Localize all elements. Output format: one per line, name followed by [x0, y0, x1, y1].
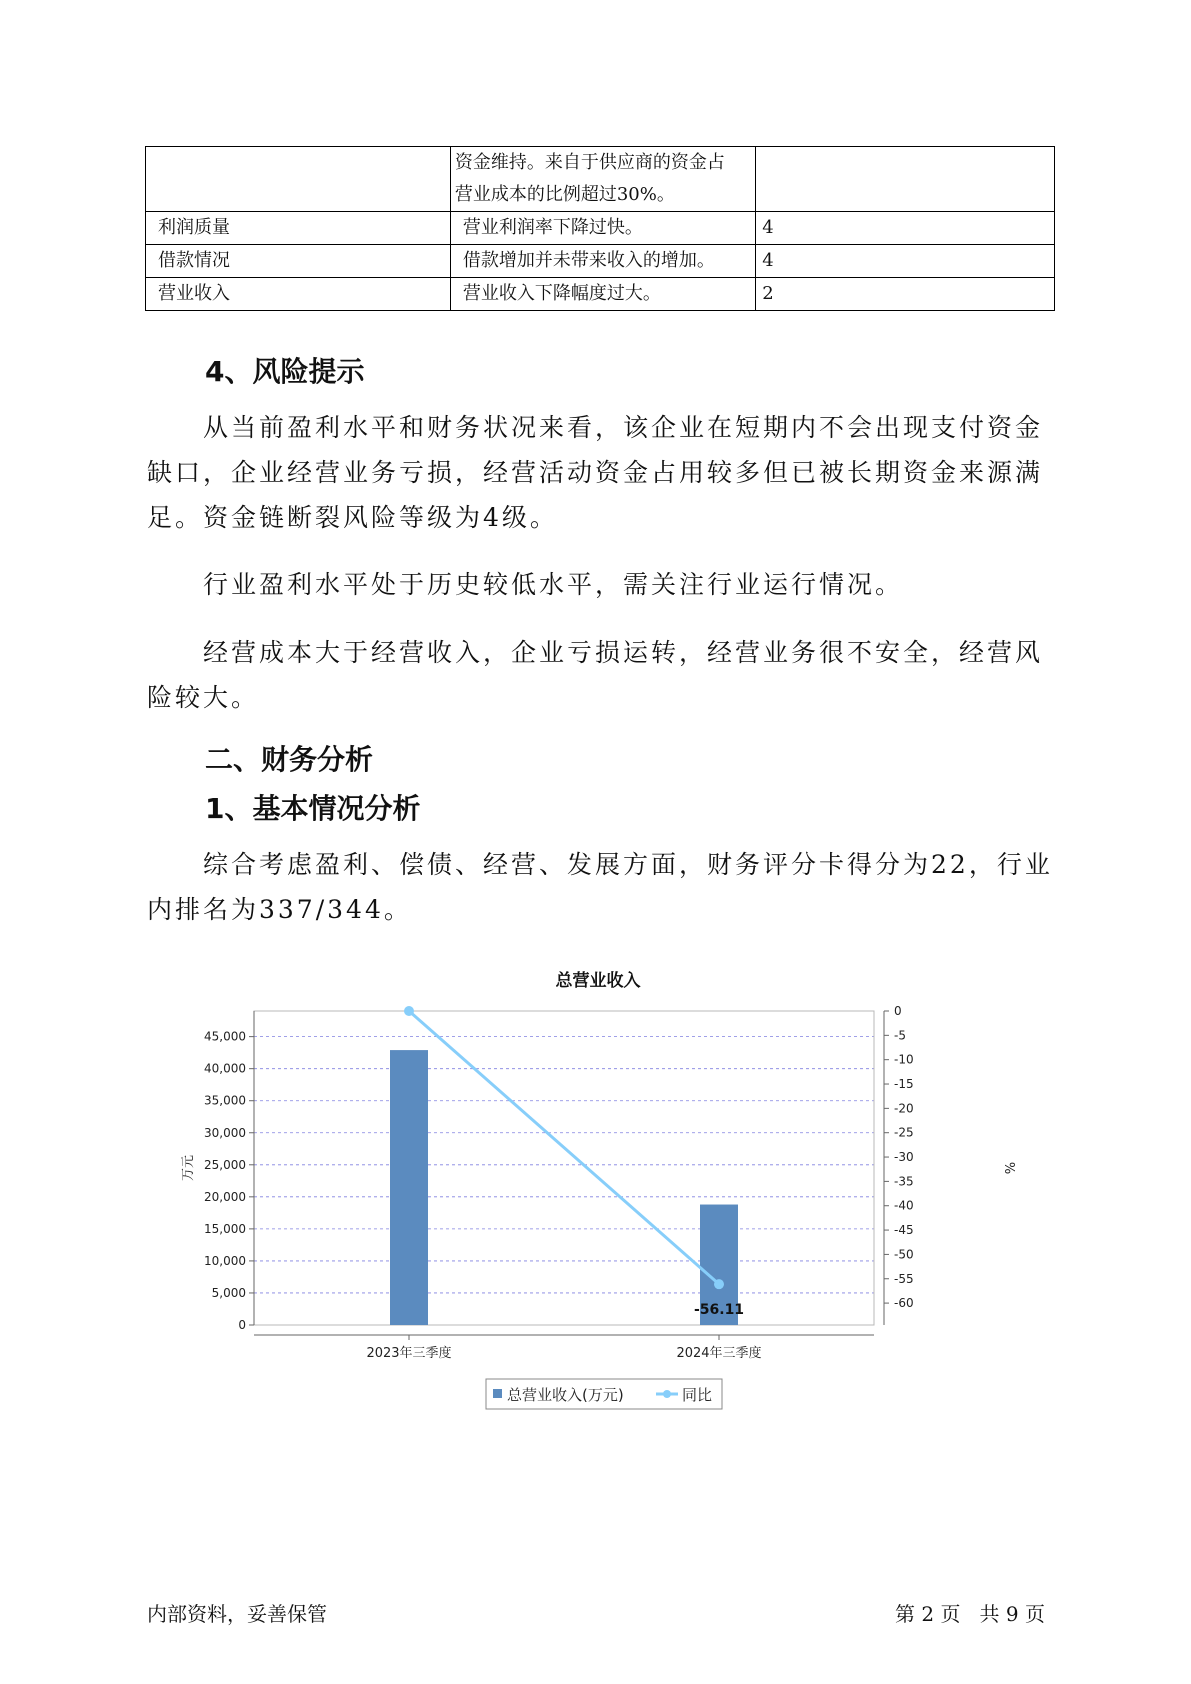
table-cell-desc: [450, 147, 755, 212]
table-cell-level: 2: [756, 278, 1055, 311]
table-row: [146, 245, 1055, 278]
plot-area: [254, 1011, 874, 1325]
x-tick-label: 2024年三季度: [676, 1346, 762, 1361]
y2-axis-label: %: [1001, 1161, 1016, 1175]
legend-label-revenue: 总营业收入(万元): [507, 1386, 624, 1404]
yoy-line: [409, 1011, 719, 1284]
y-tick-label: 25,000: [204, 1157, 246, 1172]
footer-confidential: 内部资料，妥善保管: [147, 1602, 327, 1626]
finance-paragraph: 综合考虑盈利、偿债、经营、发展方面，财务评分卡得分为22，行业内排名为337/344。: [147, 850, 1053, 924]
bar: [390, 1050, 428, 1325]
y2-tick-label: -10: [894, 1052, 914, 1067]
y-axis-label: 万元: [181, 1154, 196, 1182]
risk-paragraph-3: 经营成本大于经营收入，企业亏损运转，经营业务很不安全，经营风险较大。: [147, 638, 1044, 712]
y2-tick-label: -40: [894, 1198, 914, 1213]
legend-swatch-revenue: [493, 1389, 502, 1398]
legend-marker-yoy: [663, 1390, 671, 1398]
table-cell-item: [146, 147, 451, 212]
section-heading-risk: 4、风险提示: [205, 355, 365, 388]
y2-tick-label: -20: [894, 1101, 914, 1116]
table-cell-level: 4: [756, 245, 1055, 278]
table-cell-level: 4: [756, 212, 1055, 245]
revenue-chart: [170, 955, 1050, 1425]
chart-title: 总营业收入: [555, 971, 641, 991]
table-row: [146, 147, 1055, 212]
y2-tick-label: -50: [894, 1247, 914, 1262]
y-tick-label: 20,000: [204, 1189, 246, 1204]
table-cell-item: 借款情况: [146, 245, 451, 278]
y2-tick-label: -25: [894, 1125, 914, 1140]
y2-tick-label: -30: [894, 1150, 914, 1165]
table-cell-desc: 营业利润率下降过快。: [450, 212, 755, 245]
data-label: -56.11: [693, 1302, 745, 1319]
y2-tick-label: -45: [894, 1223, 914, 1238]
table-cell-level: [756, 147, 1055, 212]
y-tick-label: 10,000: [204, 1253, 246, 1268]
chart-legend: [486, 1379, 722, 1409]
y-tick-label: 5,000: [211, 1285, 246, 1300]
legend-label-yoy: 同比: [682, 1386, 713, 1404]
y-tick-label: 35,000: [204, 1093, 246, 1108]
x-tick-label: 2023年三季度: [366, 1346, 452, 1361]
yoy-point: [404, 1006, 414, 1016]
y2-tick-label: 0: [894, 1004, 902, 1018]
table-row: [146, 278, 1055, 311]
table-cell-item: 利润质量: [146, 212, 451, 245]
y-tick-label: 45,000: [204, 1029, 246, 1044]
risk-table: [145, 146, 1055, 311]
y2-tick-label: -60: [894, 1296, 914, 1311]
desc-line: 营业成本的比例超过30%。: [454, 184, 675, 205]
y-tick-label: 40,000: [204, 1061, 246, 1076]
risk-paragraph-1: 从当前盈利水平和财务状况来看，该企业在短期内不会出现支付资金缺口，企业经营业务亏损，经营活动资金占用较多但已被长期资金来源满足。资金链断裂风险等级为4级。: [147, 413, 1044, 532]
table-row: [146, 212, 1055, 245]
y-tick-label: 15,000: [204, 1221, 246, 1236]
y2-tick-label: -35: [894, 1174, 914, 1189]
risk-paragraph-2: 行业盈利水平处于历史较低水平，需关注行业运行情况。: [203, 570, 904, 599]
table-cell-desc: 借款增加并未带来收入的增加。: [450, 245, 755, 278]
desc-line: 资金维持。来自于供应商的资金占: [454, 152, 725, 173]
y-tick-label: 0: [238, 1318, 246, 1332]
subsection-heading-basic: 1、基本情况分析: [205, 792, 421, 825]
footer-page-number: 第 2 页 共 9 页: [895, 1602, 1045, 1626]
y-tick-label: 30,000: [204, 1125, 246, 1140]
section-heading-finance: 二、财务分析: [205, 743, 374, 776]
yoy-point: [714, 1279, 724, 1289]
y2-tick-label: -5: [894, 1028, 906, 1043]
table-cell-item: 营业收入: [146, 278, 451, 311]
y2-tick-label: -15: [894, 1077, 914, 1092]
y2-tick-label: -55: [894, 1271, 914, 1286]
table-cell-desc: 营业收入下降幅度过大。: [450, 278, 755, 311]
